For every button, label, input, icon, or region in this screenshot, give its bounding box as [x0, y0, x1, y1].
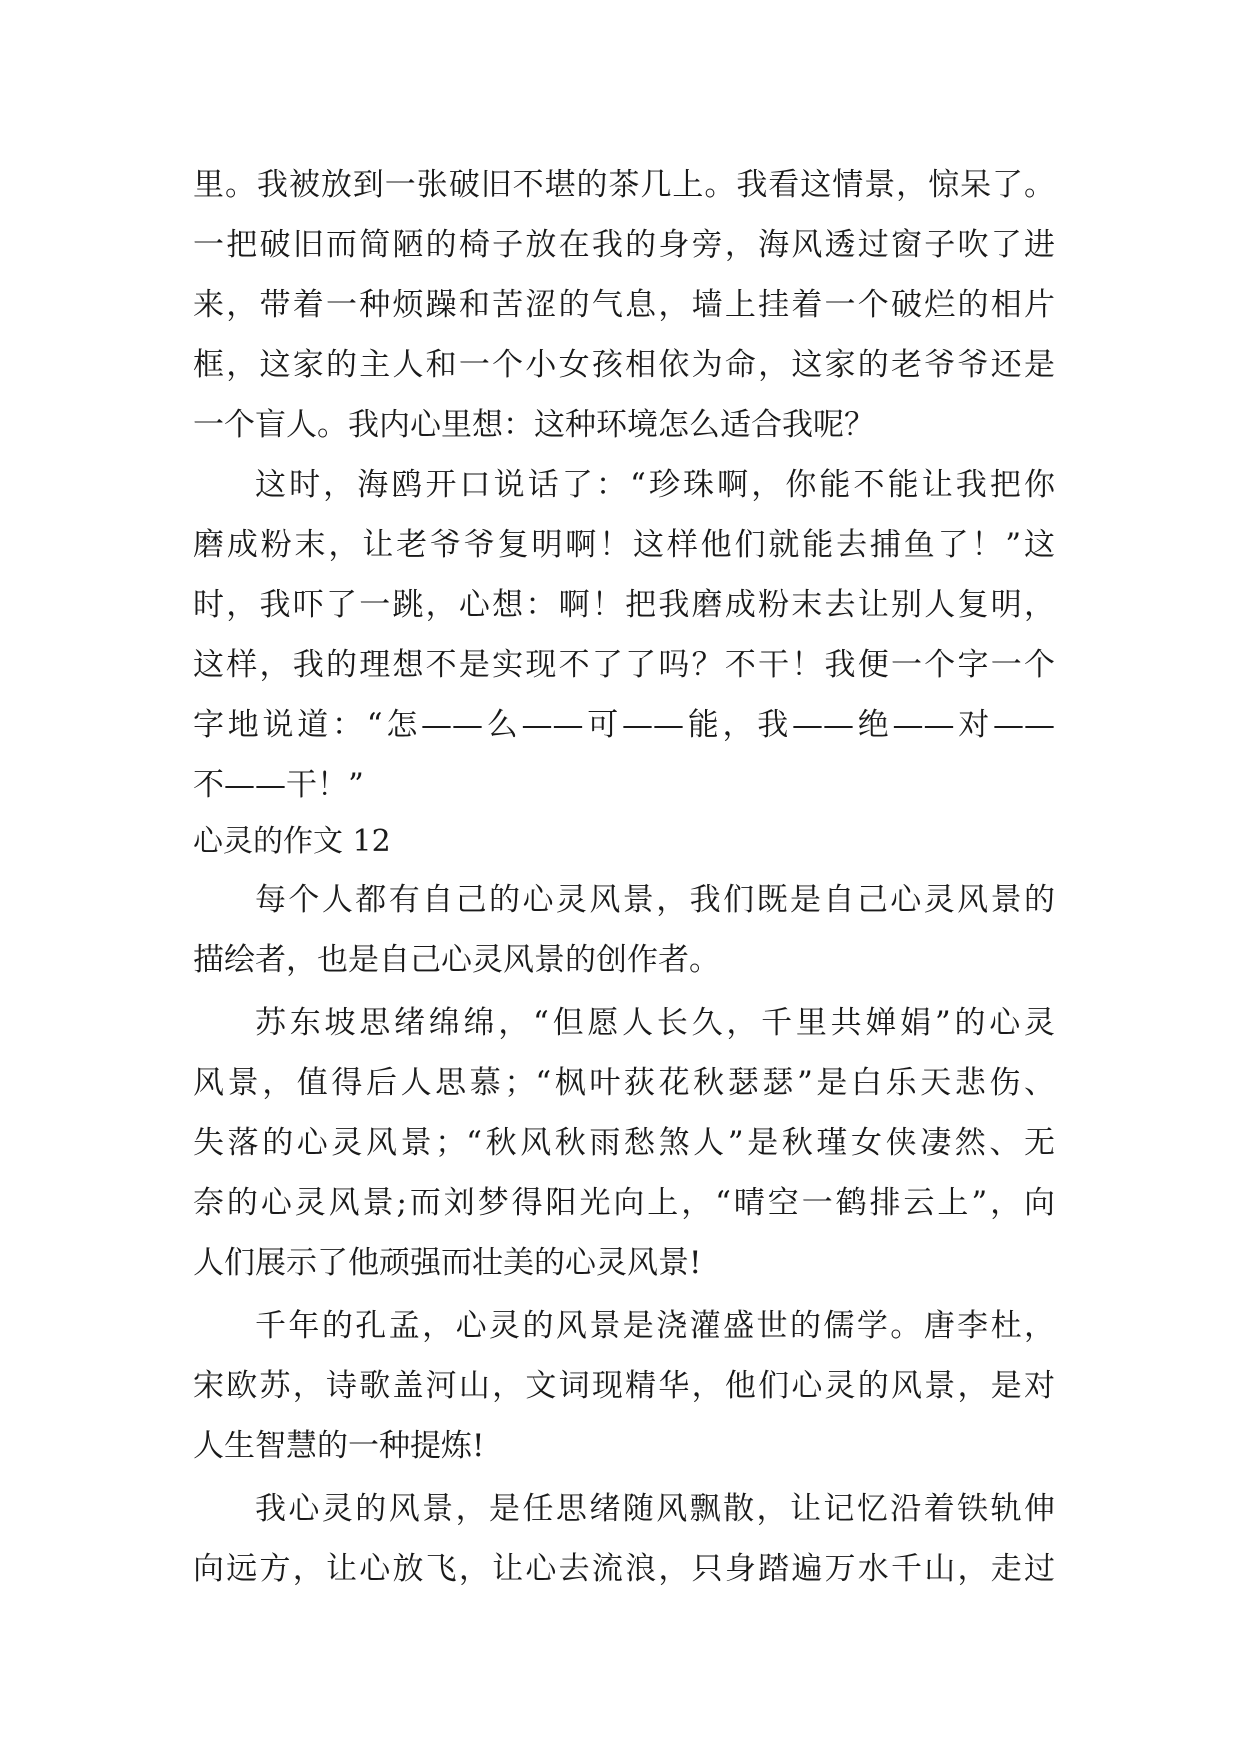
- paragraph-first-line: 这时，海鸥开口说话了：“珍珠啊，你能不能让我把你: [255, 467, 1055, 503]
- text-line: 风景，值得后人思慕；“枫叶荻花秋瑟瑟”是白乐天悲伤、: [193, 1065, 1055, 1101]
- text-line: 这样，我的理想不是实现不了了吗？不干！我便一个字一个: [193, 647, 1055, 683]
- text-line: 时，我吓了一跳，心想：啊！把我磨成粉末去让别人复明，: [193, 587, 1055, 623]
- text-line: 人们展示了他顽强而壮美的心灵风景!: [193, 1245, 702, 1281]
- text-line: 人生智慧的一种提炼!: [193, 1428, 485, 1464]
- text-line: 字地说道：“怎——么——可——能，我——绝——对——: [193, 707, 1055, 743]
- text-line: 不——干！”: [193, 767, 364, 803]
- text-line: 框，这家的主人和一个小女孩相依为命，这家的老爷爷还是: [193, 347, 1055, 383]
- text-line: 向远方，让心放飞，让心去流浪，只身踏遍万水千山，走过: [193, 1551, 1055, 1587]
- text-line: 描绘者，也是自己心灵风景的创作者。: [193, 942, 720, 978]
- paragraph-first-line: 苏东坡思绪绵绵，“但愿人长久，千里共婵娟”的心灵: [255, 1005, 1055, 1041]
- text-line: 奈的心灵风景;而刘梦得阳光向上，“晴空一鹤排云上”，向: [193, 1185, 1055, 1221]
- text-line: 磨成粉末，让老爷爷复明啊！这样他们就能去捕鱼了！”这: [193, 527, 1055, 563]
- text-line: 来，带着一种烦躁和苦涩的气息，墙上挂着一个破烂的相片: [193, 287, 1055, 323]
- paragraph-first-line: 千年的孔孟，心灵的风景是浇灌盛世的儒学。唐李杜，: [255, 1308, 1055, 1344]
- text-line: 一个盲人。我内心里想：这种环境怎么适合我呢？: [193, 407, 875, 443]
- section-heading: 心灵的作文 12: [193, 824, 391, 859]
- paragraph-first-line: 我心灵的风景，是任思绪随风飘散，让记忆沿着铁轨伸: [255, 1491, 1055, 1527]
- text-line: 里。我被放到一张破旧不堪的茶几上。我看这情景，惊呆了。: [193, 167, 1055, 203]
- text-line: 宋欧苏，诗歌盖河山，文词现精华，他们心灵的风景，是对: [193, 1368, 1055, 1404]
- paragraph-first-line: 每个人都有自己的心灵风景，我们既是自己心灵风景的: [255, 882, 1055, 918]
- text-line: 失落的心灵风景；“秋风秋雨愁煞人”是秋瑾女侠凄然、无: [193, 1125, 1055, 1161]
- text-line: 一把破旧而简陋的椅子放在我的身旁，海风透过窗子吹了进: [193, 227, 1055, 263]
